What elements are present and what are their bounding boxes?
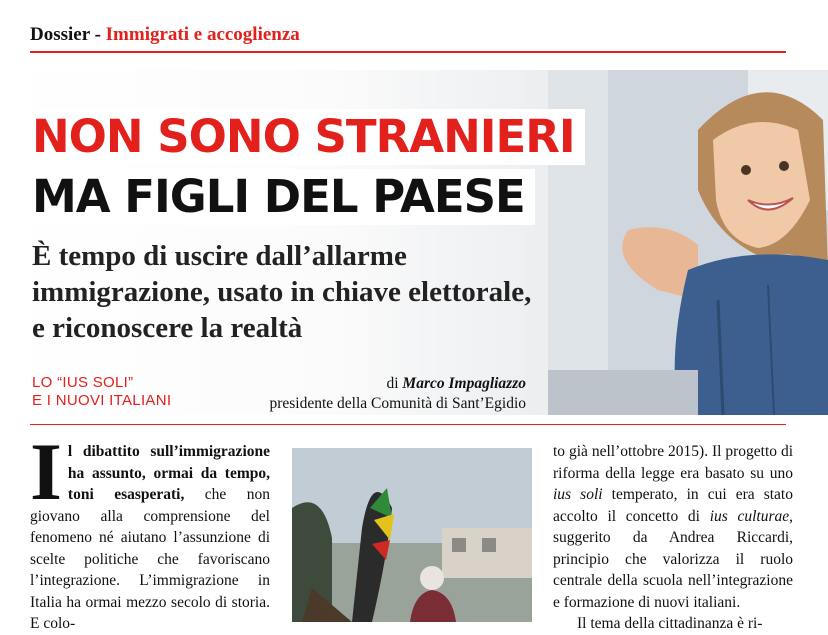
dossier-label: Dossier bbox=[30, 24, 90, 45]
section-header bbox=[30, 24, 300, 46]
body-text: che non giovano alla comprensione del fenomeno né aiutano l’assunzione di scelte politiche che favoriscano l’integrazione. L’immigrazione in Italia ha ormai mezzo secolo di storia. E colo- bbox=[30, 486, 270, 632]
ius-soli-term: ius soli bbox=[553, 486, 603, 503]
drop-cap: I bbox=[30, 426, 62, 517]
headline-line-1: NON SONO STRANIERI bbox=[22, 109, 585, 165]
column-3-text-c: , suggerito da Andrea Riccardi, principio che valorizza il ruolo centrale della scuola nell’integrazione e formazione di nuovi italiani. bbox=[553, 507, 793, 611]
kicker bbox=[32, 374, 171, 410]
section-title: Immigrati e accoglienza bbox=[105, 24, 300, 45]
column-3-paragraph-2: Il tema della cittadinanza è ri- bbox=[577, 615, 763, 632]
column-3-text-b: temperato, in cui era stato accolto il concetto di bbox=[553, 486, 793, 525]
byline bbox=[269, 374, 526, 414]
kicker-line-2: E I NUOVI ITALIANI bbox=[32, 392, 172, 409]
column-3-text-a: to già nell’ottobre 2015). Il progetto di riforma della legge era basato su uno bbox=[553, 443, 793, 482]
hero-photo-child bbox=[548, 70, 828, 415]
child-photo-illustration bbox=[548, 70, 828, 415]
column-1-paragraph bbox=[30, 426, 270, 635]
inline-photo-migrants bbox=[292, 448, 532, 622]
article-column-3 bbox=[553, 441, 793, 635]
header-rule bbox=[30, 51, 786, 53]
byline-author-line bbox=[269, 374, 526, 394]
byline-prefix: di bbox=[386, 375, 399, 392]
ius-culturae-term: ius culturae bbox=[709, 507, 790, 525]
migrants-photo-illustration bbox=[292, 448, 532, 622]
author-name: Marco Impagliazzo bbox=[402, 375, 526, 392]
column-3-paragraph-1 bbox=[553, 441, 793, 613]
header-separator: - bbox=[94, 24, 101, 45]
lead-text: l dibattito sull’immigrazione ha assunto, ormai da tempo, toni esasperati, bbox=[67, 443, 270, 503]
subtitle: È tempo di uscire dall’allarme immigrazione, usato in chiave elettorale, e riconoscere la realtà bbox=[32, 240, 532, 344]
body-rule bbox=[30, 424, 786, 425]
headline-line-2: MA FIGLI DEL PAESE bbox=[22, 169, 535, 225]
article-column-1 bbox=[30, 426, 270, 635]
author-role: presidente della Comunità di Sant’Egidio bbox=[269, 395, 526, 412]
kicker-line-1: LO “IUS SOLI” bbox=[32, 374, 134, 391]
